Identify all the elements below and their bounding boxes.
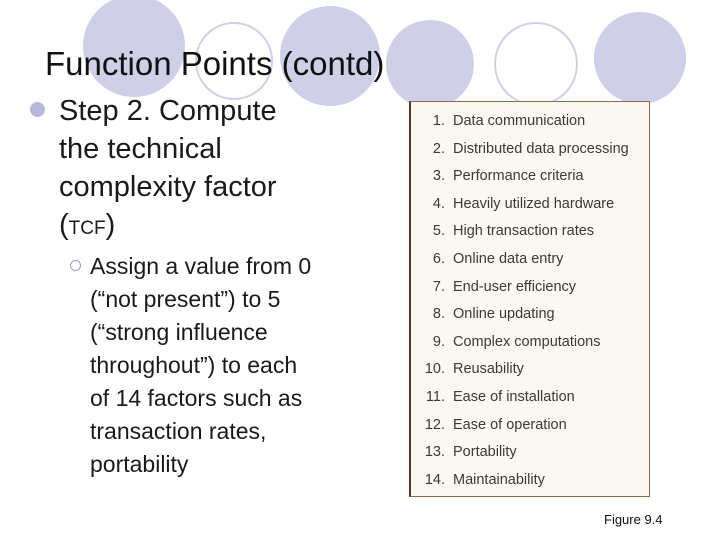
factor-label: Reusability [453, 361, 524, 378]
factor-label: Heavily utilized hardware [453, 195, 615, 212]
factor-item [411, 384, 649, 412]
factor-number: 6. [432, 250, 445, 267]
factor-label: Portability [453, 444, 517, 461]
factor-number: 11. [425, 388, 445, 405]
factor-item [411, 412, 649, 440]
factor-item [411, 191, 649, 219]
text-line: transaction rates, [90, 418, 267, 444]
factor-number: 3. [432, 168, 445, 185]
factor-item [411, 467, 649, 495]
factor-item [411, 108, 649, 136]
figure-caption: Figure 9.4 [604, 512, 663, 527]
factor-number: 5. [432, 223, 445, 240]
factor-number: 14. [424, 471, 445, 488]
text-line: Assign a value from 0 [90, 253, 312, 279]
factor-label: Performance criteria [453, 168, 584, 185]
text-line: (“not present”) to 5 [90, 286, 281, 312]
factor-item [411, 218, 649, 246]
factor-list [411, 102, 649, 494]
sub-bullet-assign [70, 250, 350, 481]
tcf-close-paren: ) [105, 209, 116, 241]
factor-label: Complex computations [453, 333, 601, 350]
factor-number: 10. [424, 361, 445, 378]
bullet-step-2 [30, 92, 360, 248]
factor-item [411, 301, 649, 329]
text-line: Step 2. Compute [59, 95, 277, 127]
sub-bullet-ring-icon [70, 260, 81, 271]
factor-label: Online data entry [453, 250, 564, 267]
factor-list-panel [409, 101, 650, 497]
factor-label: Maintainability [453, 471, 545, 488]
text-line: throughout”) to each [90, 352, 298, 378]
text-line: complexity factor [59, 171, 277, 203]
sub-bullet-assign-text [90, 250, 350, 481]
slide-title: Function Points (contd) [45, 45, 385, 82]
factor-item [411, 356, 649, 384]
factor-number: 13. [424, 444, 445, 461]
factor-number: 12. [424, 416, 445, 433]
text-line: of 14 factors such as [90, 385, 303, 411]
factor-item [411, 246, 649, 274]
factor-number: 2. [432, 140, 445, 157]
factor-label: Ease of operation [453, 416, 567, 433]
factor-item [411, 329, 649, 357]
bullet-dot-icon [30, 102, 45, 117]
tcf-open-paren: ( [59, 209, 69, 241]
decor-circle [386, 20, 474, 108]
factor-number: 7. [432, 278, 445, 295]
factor-label: Distributed data processing [453, 140, 629, 157]
factor-item [411, 136, 649, 164]
factor-label: Data communication [453, 113, 586, 129]
factor-label: High transaction rates [453, 223, 595, 240]
factor-label: End-user efficiency [453, 278, 577, 295]
text-line: portability [90, 451, 189, 477]
factor-item [411, 439, 649, 467]
decor-circle [594, 12, 686, 104]
factor-item [411, 274, 649, 302]
decor-circle [494, 22, 578, 106]
factor-item [411, 163, 649, 191]
factor-number: 8. [432, 306, 445, 323]
factor-label: Ease of installation [453, 388, 575, 405]
text-line: the technical [59, 133, 222, 165]
bullet-step-2-text [59, 92, 360, 248]
tcf-abbreviation: TCF [68, 218, 106, 239]
factor-number: 1. [432, 113, 445, 129]
factor-number: 4. [432, 195, 445, 212]
text-line: (“strong influence [90, 319, 268, 345]
factor-label: Online updating [453, 306, 555, 323]
factor-number: 9. [432, 333, 445, 350]
